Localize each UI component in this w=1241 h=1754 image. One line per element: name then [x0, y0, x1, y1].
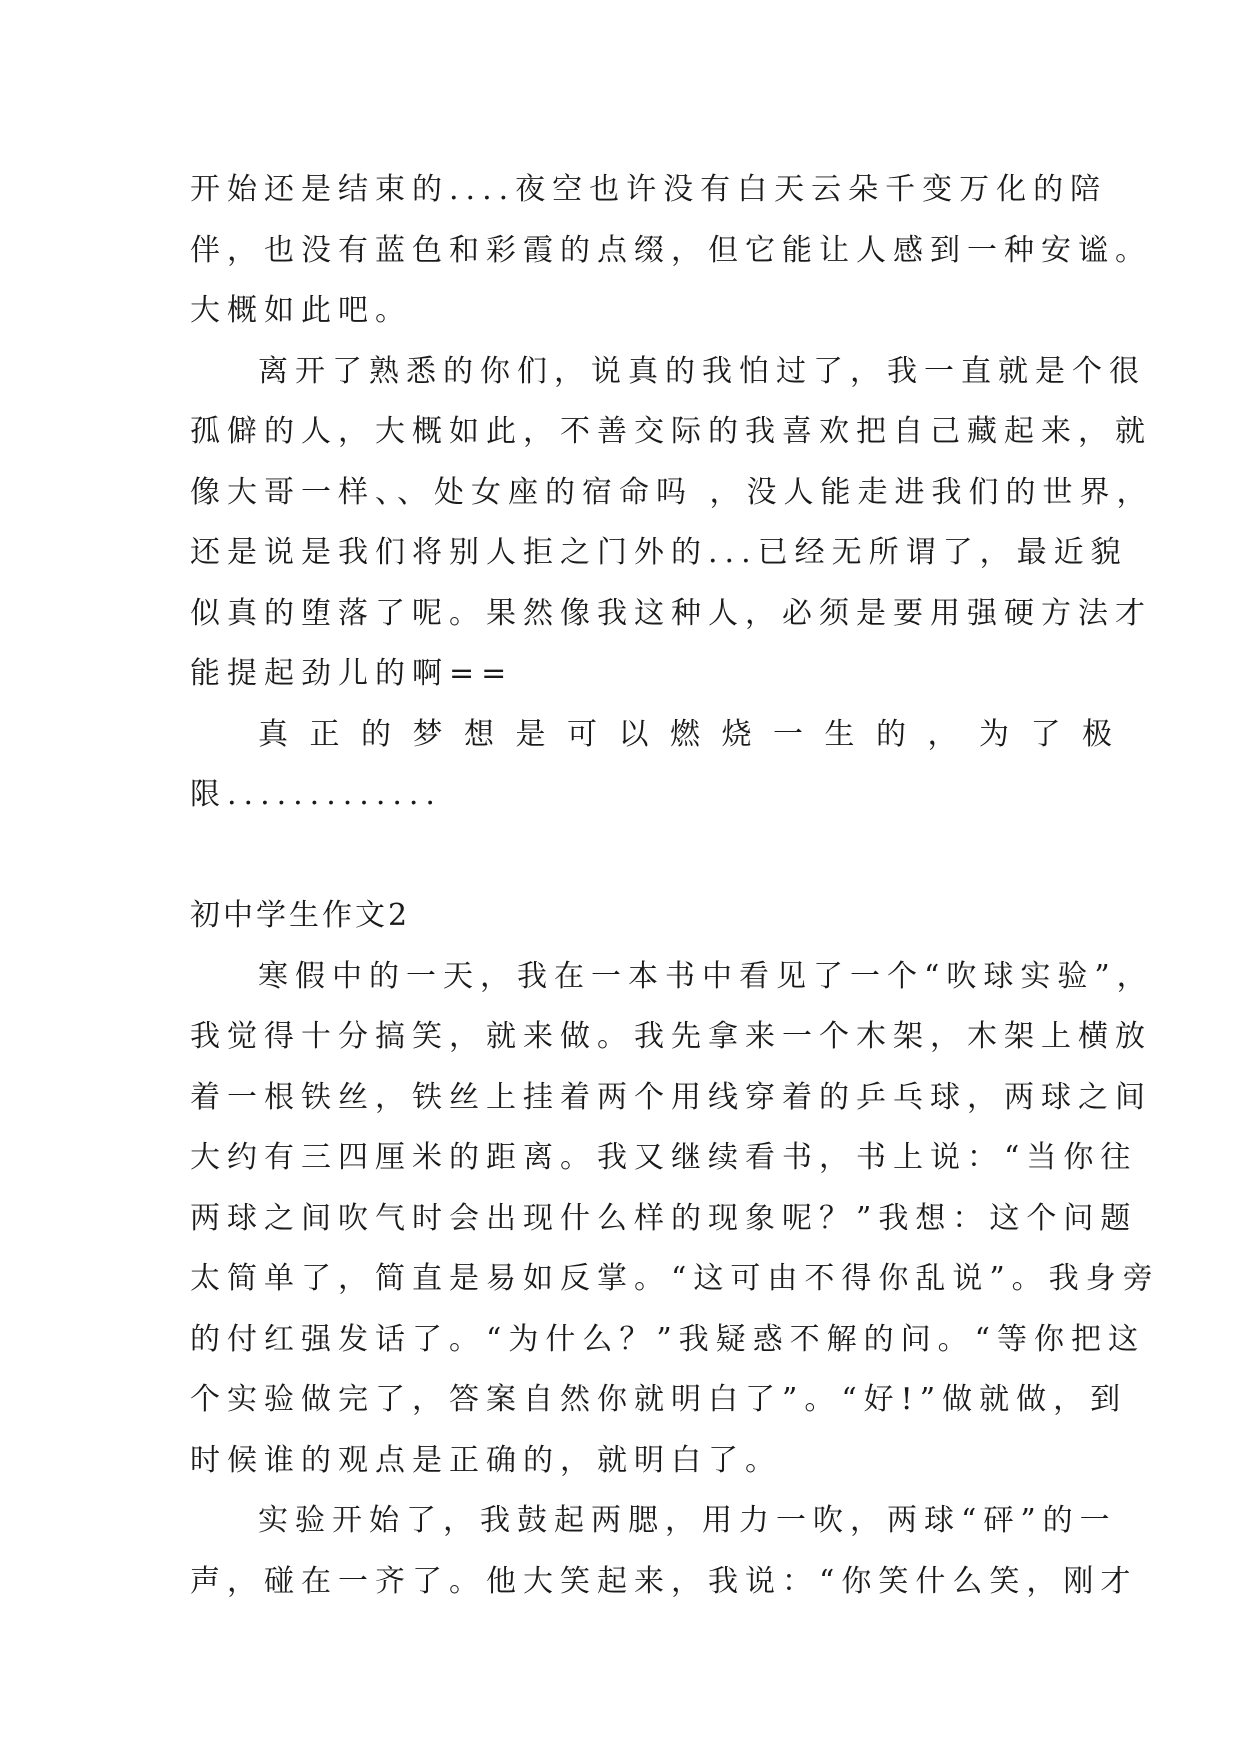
text-line: 我觉得十分搞笑，就来做。我先拿来一个木架，木架上横放	[190, 1019, 1152, 1054]
paragraph-start: 离开了熟悉的你们，说真的我怕过了，我一直就是个很	[258, 353, 1146, 389]
text-line: 着一根铁丝，铁丝上挂着两个用线穿着的乒乓球，两球之间	[190, 1079, 1152, 1115]
document-page	[190, 160, 1160, 1612]
paragraph-start: 实验开始了，我鼓起两腮，用力一吹，两球“砰”的一	[258, 1503, 1117, 1538]
text-line: 伴，也没有蓝色和彩霞的点缀，但它能让人感到一种安谧。	[190, 232, 1152, 268]
blank-line	[190, 826, 1060, 887]
text-line: 的付红强发话了。“为什么？”我疑惑不解的问。“等你把这	[190, 1321, 1146, 1357]
text-line: 限.............	[190, 777, 442, 812]
text-line: 大约有三四厘米的距离。我又继续看书，书上说：“当你往	[190, 1140, 1138, 1175]
text-line: 开始还是结束的....夜空也许没有白天云朵千变万化的陪	[190, 172, 1108, 207]
text-line: 时候谁的观点是正确的，就明白了。	[190, 1442, 782, 1478]
text-line: 大概如此吧。	[190, 293, 412, 328]
paragraph-start: 真正的梦想是可以燃烧一生的，为了极	[258, 716, 1134, 752]
text-line: 孤僻的人，大概如此，不善交际的我喜欢把自己藏起来，就	[190, 414, 1152, 449]
text-line: 个实验做完了，答案自然你就明白了”。“好!”做就做，到	[190, 1382, 1128, 1417]
text-line: 太简单了，简直是易如反掌。“这可由不得你乱说”。我身旁	[190, 1261, 1160, 1296]
paragraph-start: 寒假中的一天，我在一本书中看见了一个“吹球实验”，	[258, 958, 1154, 994]
text-line: 像大哥一样、、处女座的宿命吗 ，没人能走进我们的世界，	[190, 474, 1154, 510]
section-heading: 初中学生作文2	[190, 898, 411, 933]
text-line: 声，碰在一齐了。他大笑起来，我说：“你笑什么笑，刚才	[190, 1563, 1138, 1599]
text-line: 能提起劲儿的啊==	[190, 656, 514, 691]
text-line: 还是说是我们将别人拒之门外的...已经无所谓了，最近貌	[190, 535, 1128, 570]
text-line: 两球之间吹气时会出现什么样的现象呢？”我想：这个问题	[190, 1200, 1138, 1236]
text-line: 似真的堕落了呢。果然像我这种人，必须是要用强硬方法才	[190, 595, 1152, 631]
